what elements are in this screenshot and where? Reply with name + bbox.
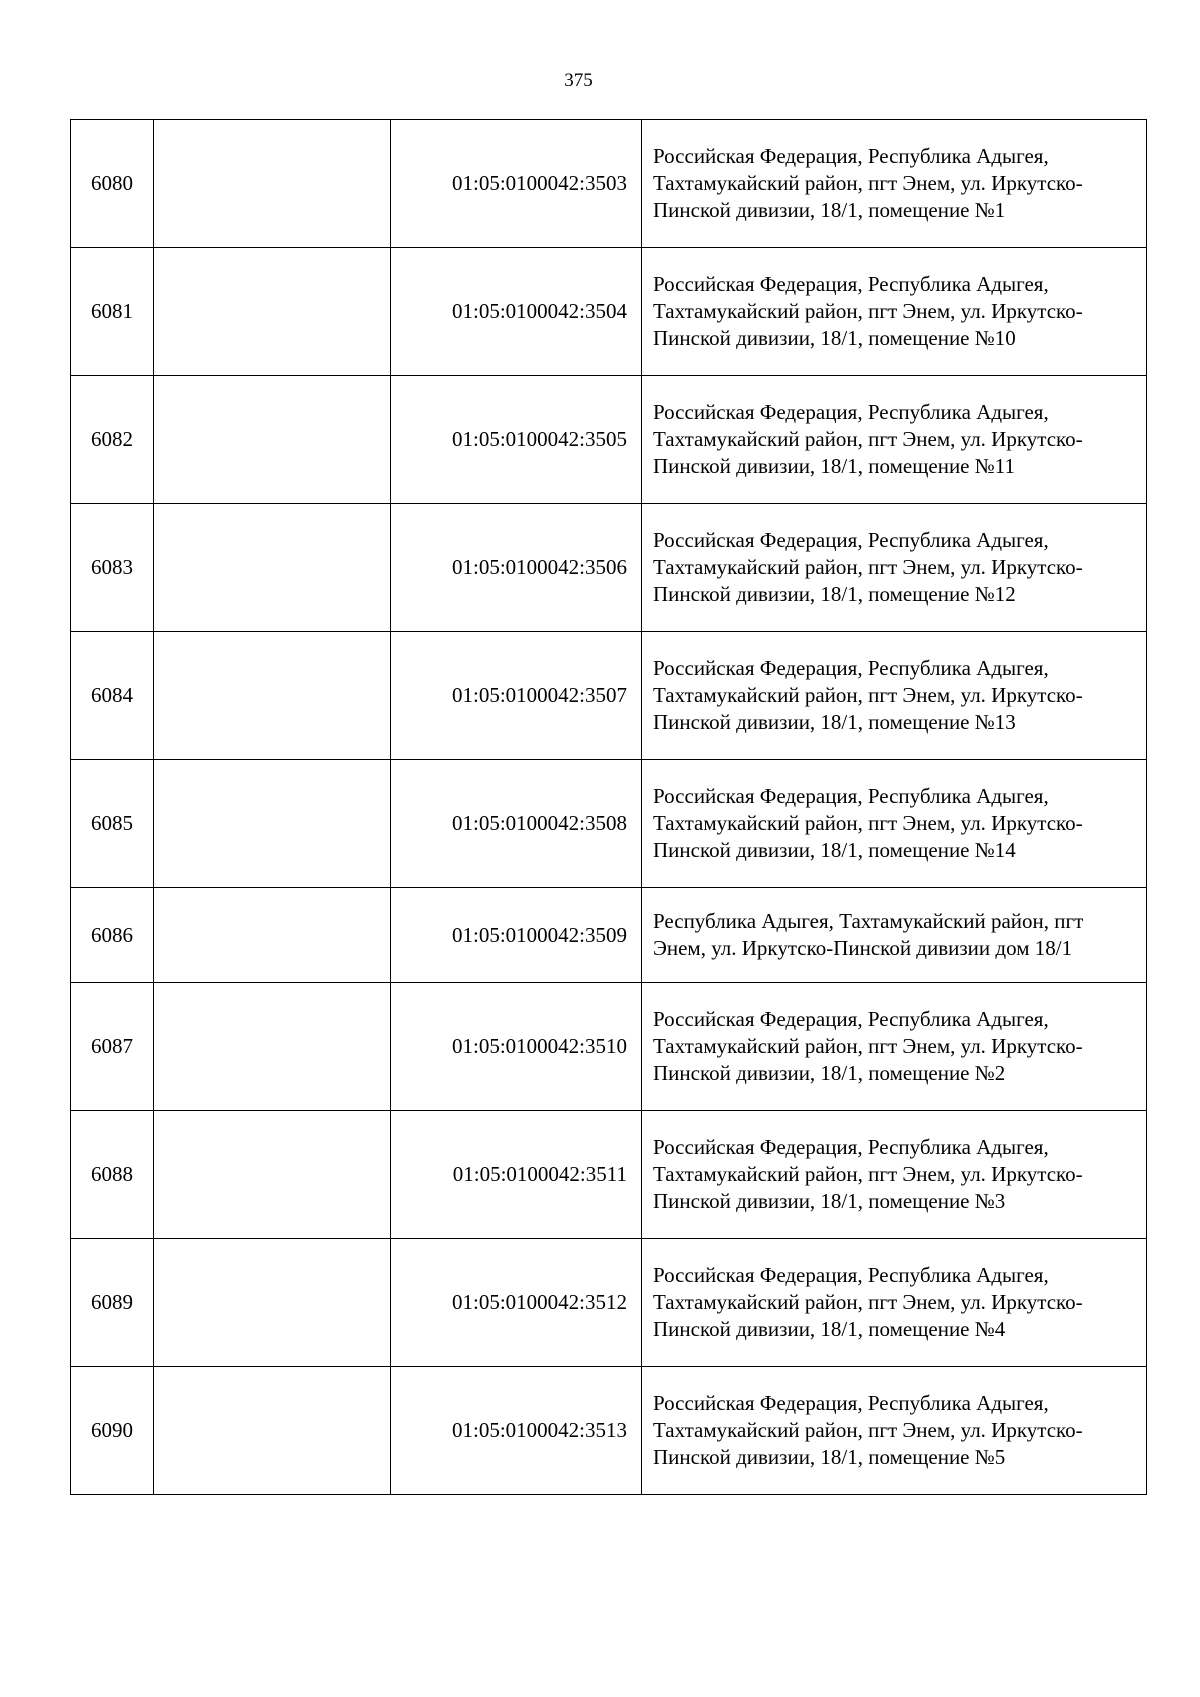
name-cell [154, 248, 391, 376]
cadastral-number-cell: 01:05:0100042:3504 [391, 248, 642, 376]
row-number-cell: 6081 [71, 248, 154, 376]
address-cell: Российская Федерация, Республика Адыгея, Тахтамукайский район, пгт Энем, ул. Иркутско-Пинской дивизии, 18/1, помещение №10 [642, 248, 1147, 376]
address-cell: Российская Федерация, Республика Адыгея, Тахтамукайский район, пгт Энем, ул. Иркутско-Пинской дивизии, 18/1, помещение №4 [642, 1239, 1147, 1367]
cadastral-number-cell: 01:05:0100042:3507 [391, 632, 642, 760]
registry-table-body [71, 120, 1147, 1495]
address-cell: Российская Федерация, Республика Адыгея, Тахтамукайский район, пгт Энем, ул. Иркутско-Пинской дивизии, 18/1, помещение №2 [642, 983, 1147, 1111]
name-cell [154, 632, 391, 760]
row-number-cell: 6084 [71, 632, 154, 760]
table-row [71, 632, 1147, 760]
row-number-cell: 6087 [71, 983, 154, 1111]
cadastral-number-cell: 01:05:0100042:3503 [391, 120, 642, 248]
table-row [71, 1367, 1147, 1495]
cadastral-number-cell: 01:05:0100042:3509 [391, 888, 642, 983]
cadastral-number-cell: 01:05:0100042:3511 [391, 1111, 642, 1239]
row-number-cell: 6083 [71, 504, 154, 632]
address-cell: Российская Федерация, Республика Адыгея, Тахтамукайский район, пгт Энем, ул. Иркутско-Пинской дивизии, 18/1, помещение №5 [642, 1367, 1147, 1495]
name-cell [154, 1239, 391, 1367]
row-number-cell: 6090 [71, 1367, 154, 1495]
address-cell: Российская Федерация, Республика Адыгея, Тахтамукайский район, пгт Энем, ул. Иркутско-Пинской дивизии, 18/1, помещение №11 [642, 376, 1147, 504]
page-number: 375 [564, 70, 593, 91]
table-row [71, 376, 1147, 504]
row-number-cell: 6088 [71, 1111, 154, 1239]
name-cell [154, 1111, 391, 1239]
name-cell [154, 376, 391, 504]
table-row [71, 888, 1147, 983]
registry-table [70, 119, 1147, 1495]
name-cell [154, 760, 391, 888]
row-number-cell: 6080 [71, 120, 154, 248]
cadastral-number-cell: 01:05:0100042:3513 [391, 1367, 642, 1495]
cadastral-number-cell: 01:05:0100042:3510 [391, 983, 642, 1111]
table-row [71, 248, 1147, 376]
address-cell: Российская Федерация, Республика Адыгея, Тахтамукайский район, пгт Энем, ул. Иркутско-Пинской дивизии, 18/1, помещение №3 [642, 1111, 1147, 1239]
name-cell [154, 504, 391, 632]
cadastral-number-cell: 01:05:0100042:3512 [391, 1239, 642, 1367]
table-row [71, 983, 1147, 1111]
name-cell [154, 120, 391, 248]
address-cell: Российская Федерация, Республика Адыгея, Тахтамукайский район, пгт Энем, ул. Иркутско-Пинской дивизии, 18/1, помещение №14 [642, 760, 1147, 888]
table-row [71, 120, 1147, 248]
cadastral-number-cell: 01:05:0100042:3506 [391, 504, 642, 632]
table-row [71, 504, 1147, 632]
row-number-cell: 6089 [71, 1239, 154, 1367]
table-row [71, 760, 1147, 888]
table-row [71, 1239, 1147, 1367]
address-cell: Российская Федерация, Республика Адыгея, Тахтамукайский район, пгт Энем, ул. Иркутско-Пинской дивизии, 18/1, помещение №1 [642, 120, 1147, 248]
address-cell: Российская Федерация, Республика Адыгея, Тахтамукайский район, пгт Энем, ул. Иркутско-Пинской дивизии, 18/1, помещение №13 [642, 632, 1147, 760]
address-cell: Российская Федерация, Республика Адыгея, Тахтамукайский район, пгт Энем, ул. Иркутско-Пинской дивизии, 18/1, помещение №12 [642, 504, 1147, 632]
cadastral-number-cell: 01:05:0100042:3508 [391, 760, 642, 888]
row-number-cell: 6082 [71, 376, 154, 504]
table-row [71, 1111, 1147, 1239]
cadastral-number-cell: 01:05:0100042:3505 [391, 376, 642, 504]
row-number-cell: 6085 [71, 760, 154, 888]
name-cell [154, 888, 391, 983]
row-number-cell: 6086 [71, 888, 154, 983]
name-cell [154, 983, 391, 1111]
address-cell: Республика Адыгея, Тахтамукайский район, пгт Энем, ул. Иркутско-Пинской дивизии дом 18/1 [642, 888, 1147, 983]
name-cell [154, 1367, 391, 1495]
